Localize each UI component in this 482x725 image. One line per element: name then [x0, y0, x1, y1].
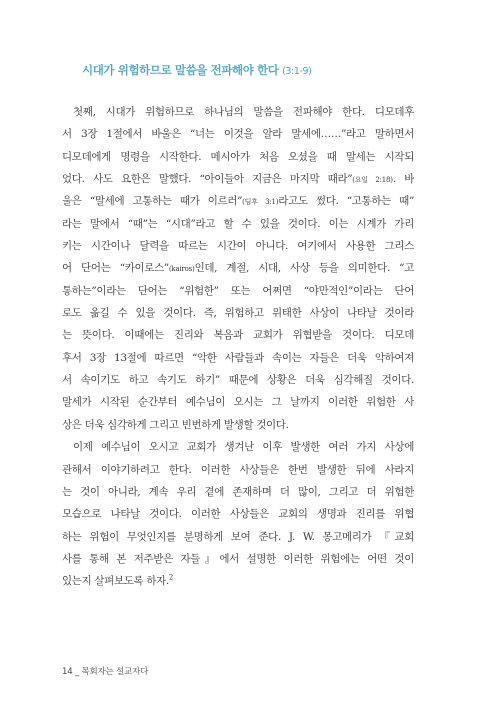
- text-line: [62, 168, 414, 190]
- section-heading-title: 시대가 위험하므로 말씀을 전파해야 한다: [82, 63, 279, 77]
- text-line: 말세가 시작된 순간부터 예수님이 오시는 그 날까지 이러한 위험한 사: [62, 396, 414, 409]
- text-line: 첫째, 시대가 위험하므로 하나님의 말씀을 전파해야 한다. 디모데후: [73, 106, 414, 118]
- greek-term: (kairos): [168, 265, 195, 274]
- text-segment: 있는지 살펴보도록 하자.: [62, 575, 169, 588]
- text-segment: 인데, 계절, 시대, 사상 등을 의미한다. “고: [194, 262, 414, 275]
- page-footer: [62, 665, 148, 677]
- text-line: [62, 570, 414, 592]
- text-line: 라는 말에서 “때”는 “시대”라고 할 수 있을 것이다. 이는 시계가 가리: [62, 217, 414, 230]
- footnote-marker: 2: [168, 573, 174, 582]
- footer-separator: _: [74, 667, 79, 677]
- text-line: 사를 통해 본 저주받은 자들』에서 설명한 이러한 위험에는 어떤 것이: [62, 552, 414, 565]
- text-line: 하는 위험이 무엇인지를 분명하게 보여 준다. J. W. 몽고메리가 『교회: [62, 530, 414, 543]
- text-line: 서 3장 1절에서 바울은 “너는 이것을 알라 말세에……”라고 말하면서: [62, 128, 414, 141]
- text-line: 상은 더욱 심각하게 그리고 빈번하게 발생할 것이다.: [62, 418, 289, 431]
- text-line: 는 것이 아니라, 계속 우리 곁에 존재하며 더 많이, 그리고 더 위험한: [62, 485, 414, 498]
- text-segment: 었다. 사도 요한은 말했다. “아이들아 지금은 마지막 때라”: [62, 173, 353, 186]
- text-segment: 라고도 썼다. “고통하는 때”: [278, 195, 414, 208]
- text-segment: 울은 “말세에 고통하는 때가 이르러”: [62, 195, 243, 208]
- text-line: 통하는”이라는 단어는 “위험한” 또는 어쩌면 “야만적인”이라는 단어: [62, 284, 414, 297]
- running-title: 목회자는 설교자다: [81, 667, 149, 677]
- scripture-reference: (딤후 3:1): [242, 198, 279, 207]
- text-line: 이제 예수님이 오시고 교회가 생겨난 이후 발생한 여러 가지 사상에: [73, 441, 414, 454]
- text-line: 모습으로 나타날 것이다. 이러한 사상들은 교회의 생명과 진리를 위협: [62, 508, 414, 521]
- section-heading: [82, 62, 422, 78]
- scripture-reference: (요일 2:18): [352, 176, 393, 185]
- text-line: 후서 3장 13절에 따르면 “악한 사람들과 속이는 자들은 더욱 악하여져: [62, 351, 414, 364]
- text-line: 는 뜻이다. 이때에는 진리와 복음과 교회가 위협받을 것이다. 디모데: [62, 329, 414, 342]
- page-number: 14: [62, 667, 73, 677]
- text-line: 로도 옮길 수 있을 것이다. 즉, 위험하고 위태한 사상이 나타날 것이라: [62, 307, 414, 320]
- text-line: 서 속이기도 하고 속기도 하기” 때문에 상황은 더욱 심각해질 것이다.: [62, 374, 414, 387]
- text-line: 관해서 이야기하려고 한다. 이러한 사상들은 한번 발생한 뒤에 사라지: [62, 463, 414, 476]
- text-segment: . 바: [392, 173, 414, 186]
- text-line: [62, 190, 414, 212]
- text-line: 키는 시간이나 달력을 따르는 시간이 아니다. 여기에서 사용한 그리스: [62, 240, 414, 253]
- text-segment: 어 단어는 “카이로스”: [62, 262, 169, 275]
- section-heading-reference: (3:1-9): [282, 66, 312, 77]
- body-text: [62, 101, 414, 593]
- text-line: 디모데에게 명령을 시작한다. 메시아가 처음 오셨을 때 말세는 시작되: [62, 150, 414, 163]
- text-line: [62, 257, 414, 279]
